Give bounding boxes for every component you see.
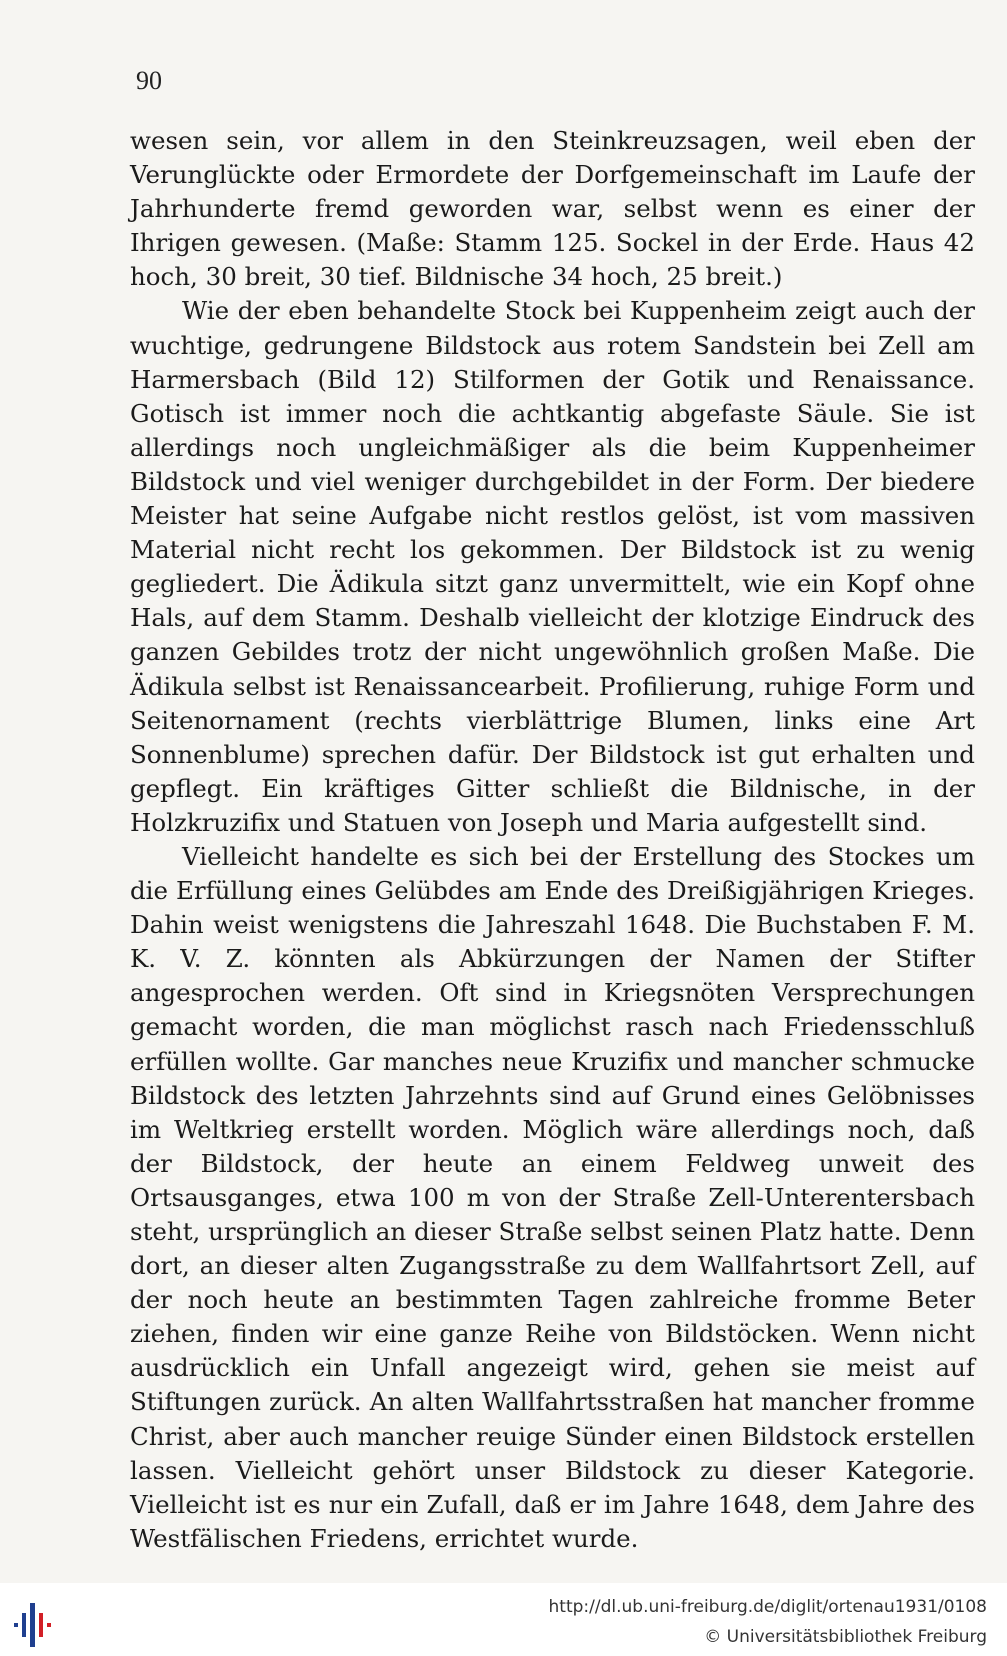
paragraph-1: wesen sein, vor allem in den Steinkreuzsagen, weil eben der Verunglückte oder Ermordete der Dorfgemeinschaft im Laufe der Jahrhunderte fremd geworden war, selbst wenn es einer der Ihrigen gewesen. (Maße: Stamm 125. Sockel in der Erde. Haus 42 hoch, 30 breit, 30 tief. Bildnische 34 hoch, 25 breit.)	[130, 126, 975, 292]
paragraph-3: Vielleicht handelte es sich bei der Erstellung des Stockes um die Erfüllung eines Gelübdes am Ende des Dreißigjährigen Krieges. Dahin weist wenigstens die Jahreszahl 1648. Die Buchstaben F. M. K. V. Z. könnten als Abkürzungen der Namen der Stifter angesprochen werden. Oft sind in Kriegsnöten Versprechungen gemacht worden, die man möglichst rasch nach Friedensschluß erfüllen wollte. Gar manches neue Kruzifix und mancher schmucke Bildstock des letzten Jahrzehnts sind auf Grund eines Gelöbnisses im Weltkrieg erstellt worden. Möglich wäre allerdings noch, daß der Bildstock, der heute an einem Feldweg unweit des Ortsausganges, etwa 100 m von der Straße Zell-Unterentersbach steht, ursprünglich an dieser Straße selbst seinen Platz hatte. Denn dort, an dieser alten Zugangsstraße zu dem Wallfahrtsort Zell, auf der noch heute an bestimmten Tagen zahlreiche fromme Beter ziehen, finden wir eine ganze Reihe von Bildstöcken. Wenn nicht ausdrücklich ein Unfall angezeigt wird, gehen sie meist auf Stiftungen zurück. An alten Wallfahrtsstraßen hat mancher fromme Christ, aber auch mancher reuige Sünder einen Bildstock erstellen lassen. Vielleicht gehört unser Bildstock zu dieser Kategorie. Vielleicht ist es nur ein Zufall, daß er im Jahre 1648, dem Jahre des Westfälischen Friedens, errichtet wurde.	[130, 841, 976, 1553]
document-url-link[interactable]: http://dl.ub.uni-freiburg.de/diglit/ortenau1931/0108	[548, 1597, 987, 1617]
paragraph-2: Wie der eben behandelte Stock bei Kuppenheim zeigt auch der wuchtige, gedrungene Bildstock aus rotem Sandstein bei Zell am Harmersbach (Bild 12) Stilformen der Gotik und Renaissance. Gotisch ist immer noch die achtkantig abgefaste Säule. Sie ist allerdings noch ungleichmäßiger als die beim Kuppenheimer Bildstock und viel weniger durchgebildet in der Form. Der biedere Meister hat seine Aufgabe nicht restlos gelöst, ist vom massiven Material nicht recht los gekommen. Der Bildstock ist zu wenig gegliedert. Die Ädikula sitzt ganz unvermittelt, wie ein Kopf ohne Hals, auf dem Stamm. Deshalb vielleicht der klotzige Eindruck des ganzen Gebildes trotz der nicht ungewöhnlich großen Maße. Die Ädikula selbst ist Renaissancearbeit. Profilierung, ruhige Form und Seitenornament (rechts vierblättrige Blumen, links eine Art Sonnenblume) sprechen dafür. Der Bildstock ist gut erhalten und gepflegt. Ein kräftiges Gitter schließt die Bildnische, in der Holzkruzifix und Statuen von Joseph und Maria aufgestellt sind.	[130, 296, 975, 837]
page-number: 90	[136, 66, 162, 95]
ub-freiburg-logo-icon	[8, 1599, 64, 1647]
library-footer	[0, 1583, 1007, 1656]
copyright-notice: © Universitätsbibliothek Freiburg	[704, 1627, 987, 1647]
body-text	[130, 124, 975, 1556]
